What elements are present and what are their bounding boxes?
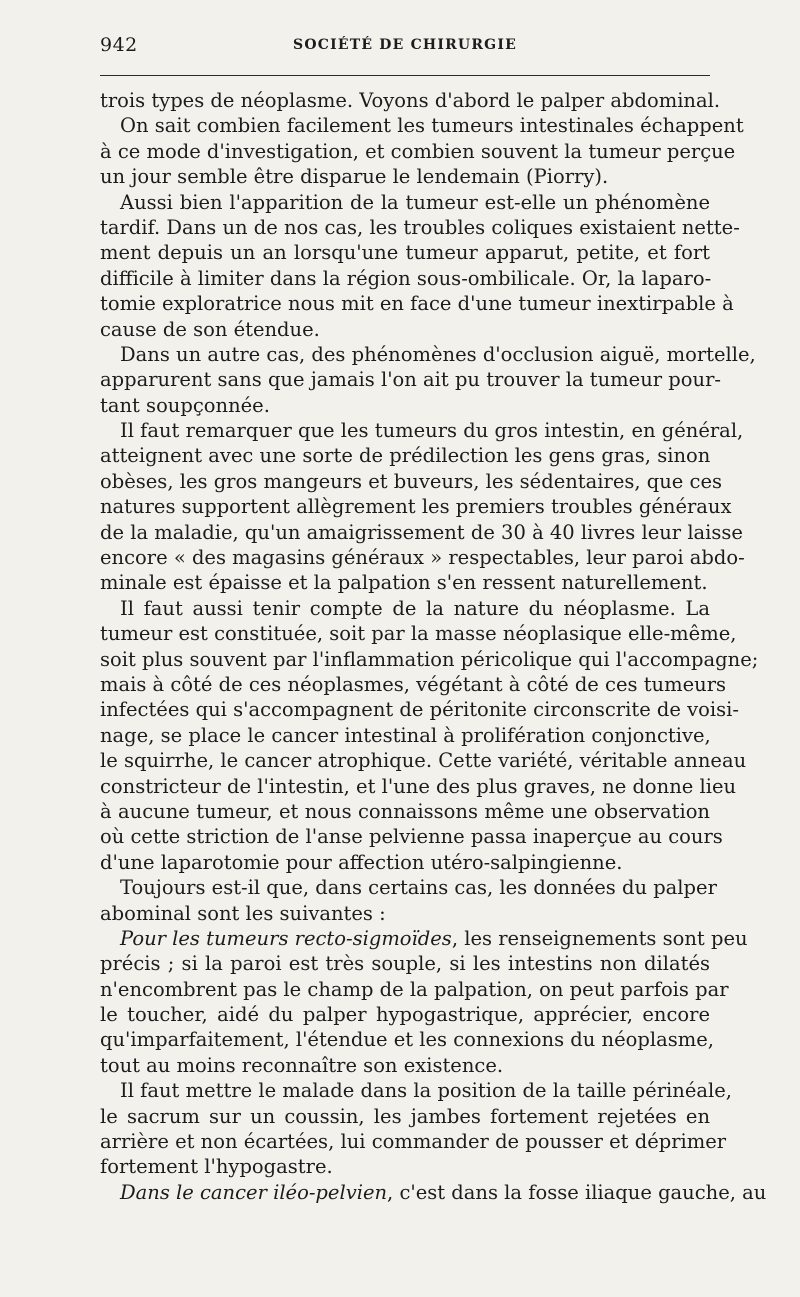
- text-line: tout au moins reconnaître son existence.: [100, 1053, 504, 1077]
- body-text: [100, 88, 767, 1205]
- text-line: tumeur est constituée, soit par la masse néoplasique elle-même,: [100, 622, 737, 646]
- text-line: arrière et non écartées, lui commander de pousser et déprimer: [100, 1130, 727, 1154]
- text-line: un jour semble être disparue le lendemain (Piorry).: [100, 165, 609, 189]
- text-line: constricteur de l'intestin, et l'une des plus graves, ne donne lieu: [100, 774, 737, 798]
- text-line: minale est épaisse et la palpation s'en ressent naturellement.: [100, 571, 708, 595]
- text-line: ment depuis un an lorsqu'une tumeur apparut, petite, et fort: [100, 241, 710, 265]
- text-line: mais à côté de ces néoplasmes, végétant à côté de ces tumeurs: [100, 672, 727, 696]
- text-line: à ce mode d'investigation, et combien souvent la tumeur perçue: [100, 139, 736, 163]
- text-line: précis ; si la paroi est très souple, si les intestins non dilatés: [100, 952, 710, 976]
- text-line: Aussi bien l'apparition de la tumeur est-elle un phénomène: [120, 190, 710, 214]
- text-line: où cette striction de l'anse pelvienne passa inaperçue au cours: [100, 825, 723, 849]
- italic-heading: Pour les tumeurs recto-sigmoïdes: [120, 926, 452, 950]
- text-line: tant soupçonnée.: [100, 393, 270, 417]
- text-line: tardif. Dans un de nos cas, les troubles coliques existaient nette-: [100, 215, 740, 239]
- text-line: abominal sont les suivantes :: [100, 901, 386, 925]
- text-line: à aucune tumeur, et nous connaissons même une observation: [100, 799, 710, 823]
- text-line: On sait combien facilement les tumeurs intestinales échappent: [120, 114, 744, 138]
- text-line: le sacrum sur un coussin, les jambes fortement rejetées en: [100, 1104, 710, 1128]
- text-line: trois types de néoplasme. Voyons d'abord le palper abdominal.: [100, 89, 721, 112]
- text-line: le squirrhe, le cancer atrophique. Cette variété, véritable anneau: [100, 749, 747, 773]
- line-rest: , c'est dans la fosse iliaque gauche, au: [387, 1180, 767, 1204]
- running-title: SOCIÉTÉ DE CHIRURGIE: [293, 37, 517, 53]
- text-line: apparurent sans que jamais l'on ait pu trouver la tumeur pour-: [100, 368, 721, 392]
- text-line: qu'imparfaitement, l'étendue et les connexions du néoplasme,: [100, 1028, 714, 1052]
- text-line: Dans un autre cas, des phénomènes d'occlusion aiguë, mortelle,: [120, 342, 756, 366]
- text-line: soit plus souvent par l'inflammation péricolique qui l'accompagne;: [100, 647, 759, 671]
- header-rule: [100, 75, 710, 76]
- text-line: le toucher, aidé du palper hypogastrique, apprécier, encore: [100, 1003, 710, 1027]
- text-line: d'une laparotomie pour affection utéro-salpingienne.: [100, 850, 623, 874]
- text-line: difficile à limiter dans la région sous-ombilicale. Or, la laparo-: [100, 266, 712, 290]
- text-line: tomie exploratrice nous mit en face d'une tumeur inextirpable à: [100, 292, 734, 316]
- text-line: atteignent avec une sorte de prédilection les gens gras, sinon: [100, 444, 711, 468]
- text-line: de la maladie, qu'un amaigrissement de 30 à 40 livres leur laisse: [100, 520, 743, 544]
- text-line: natures supportent allègrement les premiers troubles généraux: [100, 495, 732, 519]
- text-line: infectées qui s'accompagnent de péritonite circonscrite de voisi-: [100, 698, 739, 722]
- text-line: encore « des magasins généraux » respectables, leur paroi abdo-: [100, 546, 745, 570]
- page-header: [100, 34, 710, 60]
- text-line: cause de son étendue.: [100, 317, 320, 341]
- text-line: obèses, les gros mangeurs et buveurs, les sédentaires, que ces: [100, 469, 723, 493]
- text-line: fortement l'hypogastre.: [100, 1155, 333, 1179]
- text-line: Il faut mettre le malade dans la position de la taille périnéale,: [120, 1079, 732, 1103]
- page-number: 942: [100, 34, 138, 56]
- italic-heading: Dans le cancer iléo-pelvien: [120, 1180, 388, 1204]
- text-line: Il faut remarquer que les tumeurs du gros intestin, en général,: [120, 419, 744, 443]
- text-line: nage, se place le cancer intestinal à prolifération conjonctive,: [100, 723, 711, 747]
- text-line: Toujours est-il que, dans certains cas, les données du palper: [120, 876, 717, 900]
- line-rest: , les renseignements sont peu: [451, 926, 748, 950]
- text-line: Il faut aussi tenir compte de la nature du néoplasme. La: [120, 596, 710, 620]
- text-line: n'encombrent pas le champ de la palpation, on peut parfois par: [100, 977, 729, 1001]
- text-line: [100, 926, 748, 951]
- text-line: [100, 1180, 767, 1205]
